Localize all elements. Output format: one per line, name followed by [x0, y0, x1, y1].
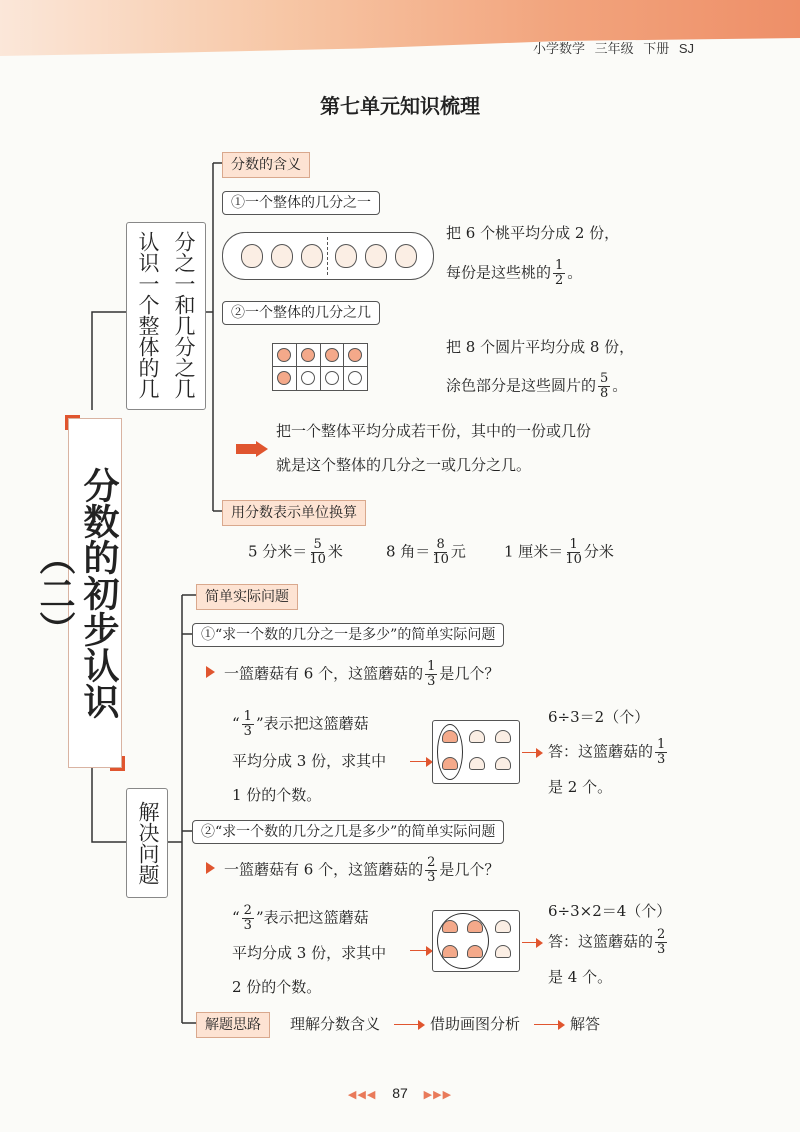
mushroom-icon: [467, 945, 483, 958]
grid-line: [320, 344, 321, 390]
problem2-calc: 6÷3×2＝4（个）: [548, 902, 672, 920]
page-number: 87: [392, 1085, 408, 1101]
summary-line1: 把一个整体平均分成若干份，其中的一份或几份: [276, 422, 592, 440]
box-problem1: ①“求一个数的几分之一是多少”的简单实际问题: [192, 623, 504, 647]
problem1-explain-line3: 1 份的个数。: [232, 786, 322, 804]
mushroom-icon: [442, 920, 458, 933]
bullet-triangle-icon: [206, 666, 215, 678]
grid-line: [343, 344, 344, 390]
arrow-right-icon: [536, 938, 543, 948]
tag-fraction-meaning: 分数的含义: [222, 152, 310, 178]
fraction: $\frac{2}{3}$: [243, 903, 252, 933]
fraction: $\frac{5}{8}$: [600, 371, 609, 401]
grade-label: 小学数学 三年级 下册 SJ: [532, 41, 694, 56]
problem1-explain-line1: “ $\frac{1}{3}$ ”表示把这篮蘑菇: [232, 709, 369, 739]
arrow-right-icon: [418, 1020, 425, 1030]
mushroom-icon: [469, 730, 485, 743]
peach-icon: [365, 244, 387, 268]
branch-text-col2: 分之一和几分之几: [172, 231, 195, 399]
summary-arrowhead-icon: [256, 441, 268, 457]
fraction: $\frac{2}{3}$: [657, 927, 666, 957]
divider-line: [327, 237, 328, 275]
mushroom-icon: [442, 730, 458, 743]
problem2-answer-line2: 是 4 个。: [548, 968, 613, 986]
part2-line1: 把 8 个圆片平均分成 8 份，: [446, 338, 635, 356]
problem1-answer-line2: 是 2 个。: [548, 778, 613, 796]
bullet-triangle-icon: [206, 862, 215, 874]
disc-empty: [301, 371, 315, 385]
disc-empty: [325, 371, 339, 385]
main-topic-box: [35, 418, 122, 768]
disc-shaded: [348, 348, 362, 362]
unit-eq3: 1 厘米＝ $\frac{1}{10}$ 分米: [504, 537, 614, 567]
fraction: $\frac{8}{10}$: [432, 537, 449, 567]
fraction: $\frac{1}{3}$: [657, 737, 666, 767]
page-footer: [0, 1085, 800, 1101]
mushroom-basket-1: [432, 720, 520, 784]
fraction: $\frac{1}{3}$: [243, 709, 252, 739]
main-topic-text: 分数的初步认识（二）: [35, 467, 120, 719]
problem2-question: 一篮蘑菇有 6 个，这篮蘑菇的 $\frac{2}{3}$ 是几个？: [224, 855, 500, 885]
mushroom-basket-2: [432, 910, 520, 972]
mushroom-icon: [495, 920, 511, 933]
fraction: $\frac{1}{10}$: [565, 537, 582, 567]
peach-icon: [241, 244, 263, 268]
page-title: 第七单元知识梳理: [320, 96, 480, 118]
summary-arrow-icon: [236, 444, 258, 454]
peach-icon: [271, 244, 293, 268]
approach-step2: 借助画图分析: [430, 1015, 521, 1033]
disc-shaded: [325, 348, 339, 362]
problem2-explain-line2: 平均分成 3 份，求其中: [232, 944, 387, 962]
disc-shaded: [277, 348, 291, 362]
approach-step1: 理解分数含义: [290, 1015, 381, 1033]
peaches-illustration: [222, 232, 434, 280]
summary-line2: 就是这个整体的几分之一或几分之几。: [276, 456, 532, 474]
fraction: $\frac{2}{3}$: [427, 855, 436, 885]
arrow-line: [394, 1024, 420, 1025]
mushroom-icon: [495, 730, 511, 743]
fraction: $\frac{5}{10}$: [309, 537, 326, 567]
mushroom-icon: [467, 920, 483, 933]
part1-line2: 每份是这些桃的 $\frac{1}{2}$ 。: [446, 258, 583, 288]
left-arrows-icon: ◀◀◀: [347, 1089, 377, 1101]
approach-step3: 解答: [570, 1015, 601, 1033]
peach-icon: [395, 244, 417, 268]
branch-box-solve: [126, 788, 168, 898]
problem1-explain-line2: 平均分成 3 份，求其中: [232, 752, 387, 770]
disc-empty: [348, 371, 362, 385]
unit-eq1: 5 分米＝ $\frac{5}{10}$ 米: [248, 537, 343, 567]
disc-grid: [272, 343, 368, 391]
problem2-answer: 答：这篮蘑菇的 $\frac{2}{3}$: [548, 927, 666, 957]
box-part2: ②一个整体的几分之几: [222, 301, 380, 325]
box-part1: ①一个整体的几分之一: [222, 191, 380, 215]
problem1-question: 一篮蘑菇有 6 个，这篮蘑菇的 $\frac{1}{3}$ 是几个？: [224, 659, 500, 689]
unit-eq2: 8 角＝ $\frac{8}{10}$ 元: [386, 537, 466, 567]
mushroom-icon: [495, 945, 511, 958]
peach-icon: [301, 244, 323, 268]
right-arrows-icon: ▶▶▶: [423, 1089, 453, 1101]
fraction: $\frac{1}{3}$: [427, 659, 436, 689]
corner-mark: [65, 415, 80, 430]
arrow-line: [534, 1024, 560, 1025]
problem1-answer: 答：这篮蘑菇的 $\frac{1}{3}$: [548, 737, 666, 767]
problem2-explain-line3: 2 份的个数。: [232, 978, 322, 996]
arrow-right-icon: [536, 748, 543, 758]
corner-mark: [110, 756, 125, 771]
fraction: $\frac{1}{2}$: [555, 258, 564, 288]
disc-shaded: [301, 348, 315, 362]
branch-text-solve: 解决问题: [136, 801, 159, 885]
box-problem2: ②“求一个数的几分之几是多少”的简单实际问题: [192, 820, 504, 844]
mushroom-icon: [495, 757, 511, 770]
arrow-right-icon: [558, 1020, 565, 1030]
grid-line: [296, 344, 297, 390]
tag-unit-conversion: 用分数表示单位换算: [222, 500, 366, 526]
branch-box-fractions: [126, 222, 206, 410]
peach-icon: [335, 244, 357, 268]
part2-line2: 涂色部分是这些圆片的 $\frac{5}{8}$ 。: [446, 371, 628, 401]
mushroom-icon: [442, 757, 458, 770]
branch-text-col1: 认识一个整体的几: [136, 231, 159, 399]
problem1-calc: 6÷3＝2（个）: [548, 708, 650, 726]
mushroom-icon: [469, 757, 485, 770]
tag-simple-problems: 简单实际问题: [196, 584, 298, 610]
mushroom-icon: [442, 945, 458, 958]
problem2-explain-line1: “ $\frac{2}{3}$ ”表示把这篮蘑菇: [232, 903, 369, 933]
disc-shaded: [277, 371, 291, 385]
tag-approach: 解题思路: [196, 1012, 270, 1038]
part1-line1: 把 6 个桃平均分成 2 份，: [446, 224, 620, 242]
